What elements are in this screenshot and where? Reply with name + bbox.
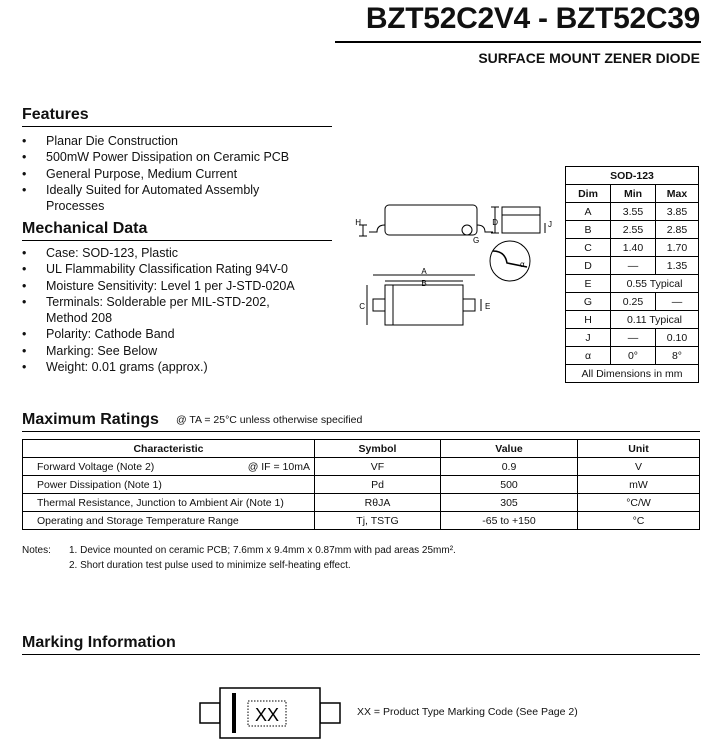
table-row	[566, 275, 699, 293]
table-row	[566, 239, 699, 257]
dimensions-footer: All Dimensions in mm	[566, 365, 699, 383]
top-view-body	[385, 285, 463, 325]
mechanical-list	[22, 245, 332, 375]
symbol-cell: Pd	[315, 476, 441, 494]
side-view-body	[385, 205, 477, 235]
mechanical-heading: Mechanical Data	[22, 220, 148, 237]
max-cell: 3.85	[656, 203, 699, 221]
ratings-header: Value	[441, 440, 578, 458]
dimensions-package: SOD-123	[566, 167, 699, 185]
dim-label-g: G	[473, 236, 480, 245]
features-item: • 500mW Power Dissipation on Ceramic PCB	[22, 149, 322, 165]
value-cell: 0.9	[441, 458, 578, 476]
value-cell: 500	[441, 476, 578, 494]
mechanical-item: • Terminals: Solderable per MIL-STD-202, Method 208	[22, 294, 306, 327]
features-item: • Planar Die Construction	[22, 133, 322, 149]
dim-cell: α	[566, 347, 611, 365]
min-cell: 0°	[611, 347, 656, 365]
value-cell: -65 to +150	[441, 512, 578, 530]
unit-cell: °C	[578, 512, 700, 530]
table-row	[566, 347, 699, 365]
document-subtitle: SURFACE MOUNT ZENER DIODE	[478, 50, 700, 66]
min-cell: 2.55	[611, 221, 656, 239]
dimensions-table	[565, 166, 699, 383]
min-cell: 1.40	[611, 239, 656, 257]
dim-cell: B	[566, 221, 611, 239]
dim-cell: A	[566, 203, 611, 221]
table-row	[566, 203, 699, 221]
table-row	[566, 257, 699, 275]
max-ratings-heading: Maximum Ratings	[22, 411, 159, 428]
mechanical-rule	[22, 240, 332, 241]
min-cell: —	[611, 329, 656, 347]
max-ratings-rule	[22, 431, 700, 432]
note-item: 1. Device mounted on ceramic PCB; 7.6mm x 9.4mm x 0.87mm with pad areas 25mm².	[69, 545, 456, 556]
marking-rule	[22, 654, 700, 655]
side-view-lead-right	[477, 225, 493, 232]
features-list	[22, 133, 322, 214]
dim-cell: C	[566, 239, 611, 257]
package-outline-drawing	[355, 195, 560, 335]
features-heading: Features	[22, 106, 89, 123]
marking-heading: Marking Information	[22, 634, 176, 651]
marking-cathode-band	[232, 693, 236, 733]
dim-label-alpha: α	[520, 260, 525, 269]
typical-cell: 0.55 Typical	[611, 275, 699, 293]
dim-label-e: E	[485, 302, 491, 311]
ratings-header: Unit	[578, 440, 700, 458]
marking-code: XX	[254, 705, 280, 725]
ratings-header: Symbol	[315, 440, 441, 458]
min-cell: 0.25	[611, 293, 656, 311]
characteristic-cell	[23, 458, 315, 476]
mechanical-item: • Moisture Sensitivity: Level 1 per J-STD-020A	[22, 278, 332, 294]
characteristic-text: Forward Voltage (Note 2)	[37, 460, 155, 473]
dim-cell: D	[566, 257, 611, 275]
dim-label-j: J	[548, 220, 552, 229]
max-cell: 8°	[656, 347, 699, 365]
min-cell: 3.55	[611, 203, 656, 221]
mechanical-item: • Case: SOD-123, Plastic	[22, 245, 332, 261]
max-cell: —	[656, 293, 699, 311]
dim-cell: E	[566, 275, 611, 293]
condition-text: @ IF = 10mA	[247, 460, 310, 473]
dimensions-header: Max	[656, 185, 699, 203]
features-item: • Ideally Suited for Automated Assembly Processes	[22, 182, 286, 215]
features-rule	[22, 126, 332, 127]
max-ratings-condition: @ TA = 25°C unless otherwise specified	[176, 414, 363, 426]
dim-label-d: D	[492, 218, 498, 227]
max-cell: 2.85	[656, 221, 699, 239]
table-row	[23, 476, 700, 494]
dimensions-header: Min	[611, 185, 656, 203]
end-view	[491, 207, 545, 233]
dim-cell: G	[566, 293, 611, 311]
mechanical-item: • UL Flammability Classification Rating 94V-0	[22, 261, 332, 277]
symbol-cell: Tj, TSTG	[315, 512, 441, 530]
marking-lead-right	[320, 703, 340, 723]
title-rule	[335, 41, 701, 43]
mechanical-item: • Weight: 0.01 grams (approx.)	[22, 359, 332, 375]
unit-cell: mW	[578, 476, 700, 494]
top-view-lead-left	[373, 299, 385, 311]
symbol-cell: VF	[315, 458, 441, 476]
dim-label-a: A	[421, 267, 427, 276]
unit-cell: °C/W	[578, 494, 700, 512]
dim-label-c: C	[359, 302, 365, 311]
table-row	[23, 458, 700, 476]
dim-cell: J	[566, 329, 611, 347]
document-title: BZT52C2V4 - BZT52C39	[365, 2, 700, 35]
max-ratings-table	[22, 439, 700, 530]
dimensions-header: Dim	[566, 185, 611, 203]
note-item: 2. Short duration test pulse used to minimize self-heating effect.	[69, 560, 351, 571]
dim-cell: H	[566, 311, 611, 329]
features-item: • General Purpose, Medium Current	[22, 166, 322, 182]
value-cell: 305	[441, 494, 578, 512]
max-cell: 1.70	[656, 239, 699, 257]
notes-label: Notes:	[22, 545, 51, 556]
ratings-header: Characteristic	[23, 440, 315, 458]
dim-label-h: H	[355, 218, 361, 227]
table-row	[566, 221, 699, 239]
table-row	[23, 512, 700, 530]
marking-diagram	[198, 686, 342, 742]
dim-label-b: B	[421, 279, 427, 288]
characteristic-cell: Operating and Storage Temperature Range	[23, 512, 315, 530]
table-row	[566, 311, 699, 329]
characteristic-cell: Thermal Resistance, Junction to Ambient Air (Note 1)	[23, 494, 315, 512]
mechanical-item: • Polarity: Cathode Band	[22, 326, 332, 342]
characteristic-cell: Power Dissipation (Note 1)	[23, 476, 315, 494]
table-row	[23, 494, 700, 512]
end-view-body	[502, 207, 540, 233]
detail-circle	[462, 225, 472, 235]
symbol-cell: RθJA	[315, 494, 441, 512]
min-cell: —	[611, 257, 656, 275]
max-cell: 0.10	[656, 329, 699, 347]
max-cell: 1.35	[656, 257, 699, 275]
table-row	[566, 293, 699, 311]
unit-cell: V	[578, 458, 700, 476]
typical-cell: 0.11 Typical	[611, 311, 699, 329]
side-view	[359, 205, 493, 236]
marking-lead-left	[200, 703, 220, 723]
marking-description: XX = Product Type Marking Code (See Page 2)	[357, 706, 578, 718]
table-row	[566, 329, 699, 347]
mechanical-item: • Marking: See Below	[22, 343, 332, 359]
top-view-lead-right	[463, 299, 475, 311]
side-view-lead-left	[369, 225, 385, 232]
